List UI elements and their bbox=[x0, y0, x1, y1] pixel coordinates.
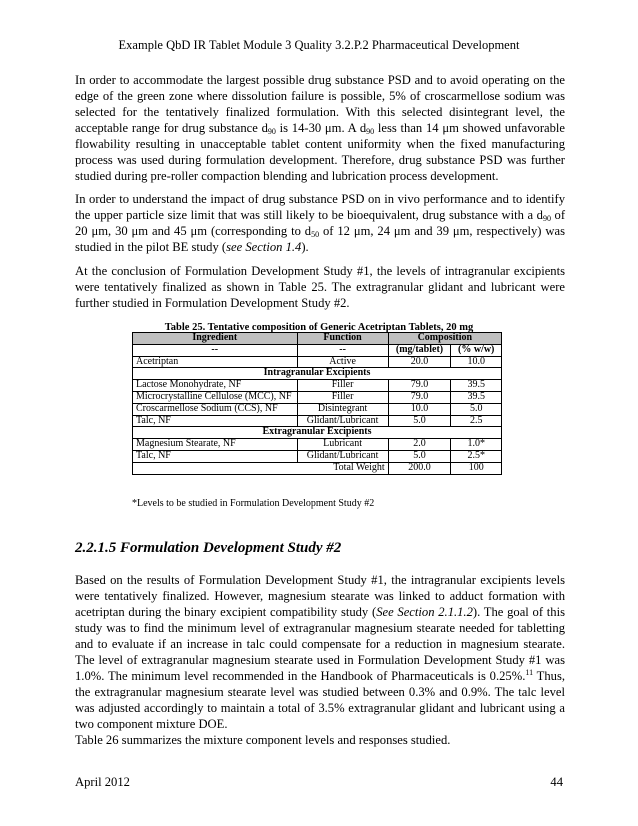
header-function: Function bbox=[297, 333, 388, 345]
header-ingredient: Ingredient bbox=[133, 333, 298, 345]
table-section-intragranular: Intragranular Excipients bbox=[133, 368, 502, 380]
paragraph-psd-bioequivalence: In order to understand the impact of drug substance PSD on in vivo performance and to identify the upper particle size limit that was still likely to be bioequivalent, drug substance with a $d_{90}$ of 20 μm, 30 μm and 45 μm (corresponding to $d_{50}$ of 12 μm, 24 μm and 39 μm, respectively) was studied in the pilot BE study (see Section 1.4). bbox=[75, 192, 566, 254]
table-row: Talc, NF Glidant/Lubricant 5.0 2.5* bbox=[133, 450, 502, 462]
running-header: Example QbD IR Tablet Module 3 Quality 3.2.P.2 Pharmaceutical Development bbox=[118, 38, 520, 52]
table-total-row: Total Weight 200.0 100 bbox=[133, 462, 502, 474]
table-row: Magnesium Stearate, NF Lubricant 2.0 1.0* bbox=[133, 439, 502, 451]
paragraph-study2-intro: Based on the results of Formulation Development Study #1, the intragranular excipients levels were tentatively finalized. However, magnesium stearate was linked to adduct formation with acetriptan during the binary excipient compatibility study (See Section 2.1.1.2). The goal of this study was to find the minimum level of extragranular magnesium stearate needed for tabletting and to evaluate if an increase in talc could compensate for a reduction in magnesium stearate. The level of extragranular magnesium stearate used in Formulation Development Study #1 was 1.0%. The minimum level recommended in the Handbook of Pharmaceuticals is 0.25%.$^{11}$ Thus, the extragranular magnesium stearate level was studied between 0.3% and 0.9%. The talc level was adjusted accordingly to maintain a total of 3.5% extragranular glidant and lubricant using a two component mixture DOE. bbox=[75, 573, 565, 731]
table-row: Talc, NF Glidant/Lubricant 5.0 2.5 bbox=[133, 415, 502, 427]
paragraph-table26-ref: Table 26 summarizes the mixture component levels and responses studied. bbox=[75, 733, 451, 747]
table-header-row bbox=[133, 333, 502, 345]
table-subheader-row: -- -- (mg/tablet) (% w/w) bbox=[133, 344, 502, 356]
paragraph-psd-range: In order to accommodate the largest possible drug substance PSD and to avoid operating on the edge of the green zone where dissolution failure is possible, 5% of croscarmellose sodium was selected for the tentatively finalized formulation. With this selected disintegrant level, the acceptable range for drug substance $d_{90}$ is 14-30 μm. A $d_{90}$ less than 14 μm showed unfavorable flowability resulting in unacceptable tablet content uniformity when the fixed manufacturing process was used during formulation development. Therefore, drug substance PSD was further studied during pre-roller compaction blending and lubrication process development. bbox=[75, 73, 565, 183]
page-number: 44 bbox=[550, 775, 563, 789]
table-footnote: *Levels to be studied in Formulation Development Study #2 bbox=[132, 498, 375, 509]
table-caption: Table 25. Tentative composition of Generic Acetriptan Tablets, 20 mg bbox=[164, 322, 474, 333]
table-row: Microcrystalline Cellulose (MCC), NF Filler 79.0 39.5 bbox=[133, 391, 502, 403]
composition-table bbox=[132, 332, 502, 475]
header-composition: Composition bbox=[388, 333, 501, 345]
section-heading: 2.2.1.5 Formulation Development Study #2 bbox=[75, 540, 342, 556]
table-row: Lactose Monohydrate, NF Filler 79.0 39.5 bbox=[133, 380, 502, 392]
reference-superscript: 11 bbox=[525, 668, 534, 677]
footer-date: April 2012 bbox=[75, 775, 130, 789]
table-row: Croscarmellose Sodium (CCS), NF Disintegrant 10.0 5.0 bbox=[133, 403, 502, 415]
table-row: Acetriptan Active 20.0 10.0 bbox=[133, 356, 502, 368]
paragraph-study1-conclusion: At the conclusion of Formulation Development Study #1, the levels of intragranular excipients were tentatively finalized as shown in Table 25. The extragranular glidant and lubricant were further studied in Formulation Development Study #2. bbox=[75, 264, 565, 310]
table-section-extragranular: Extragranular Excipients bbox=[133, 427, 502, 439]
